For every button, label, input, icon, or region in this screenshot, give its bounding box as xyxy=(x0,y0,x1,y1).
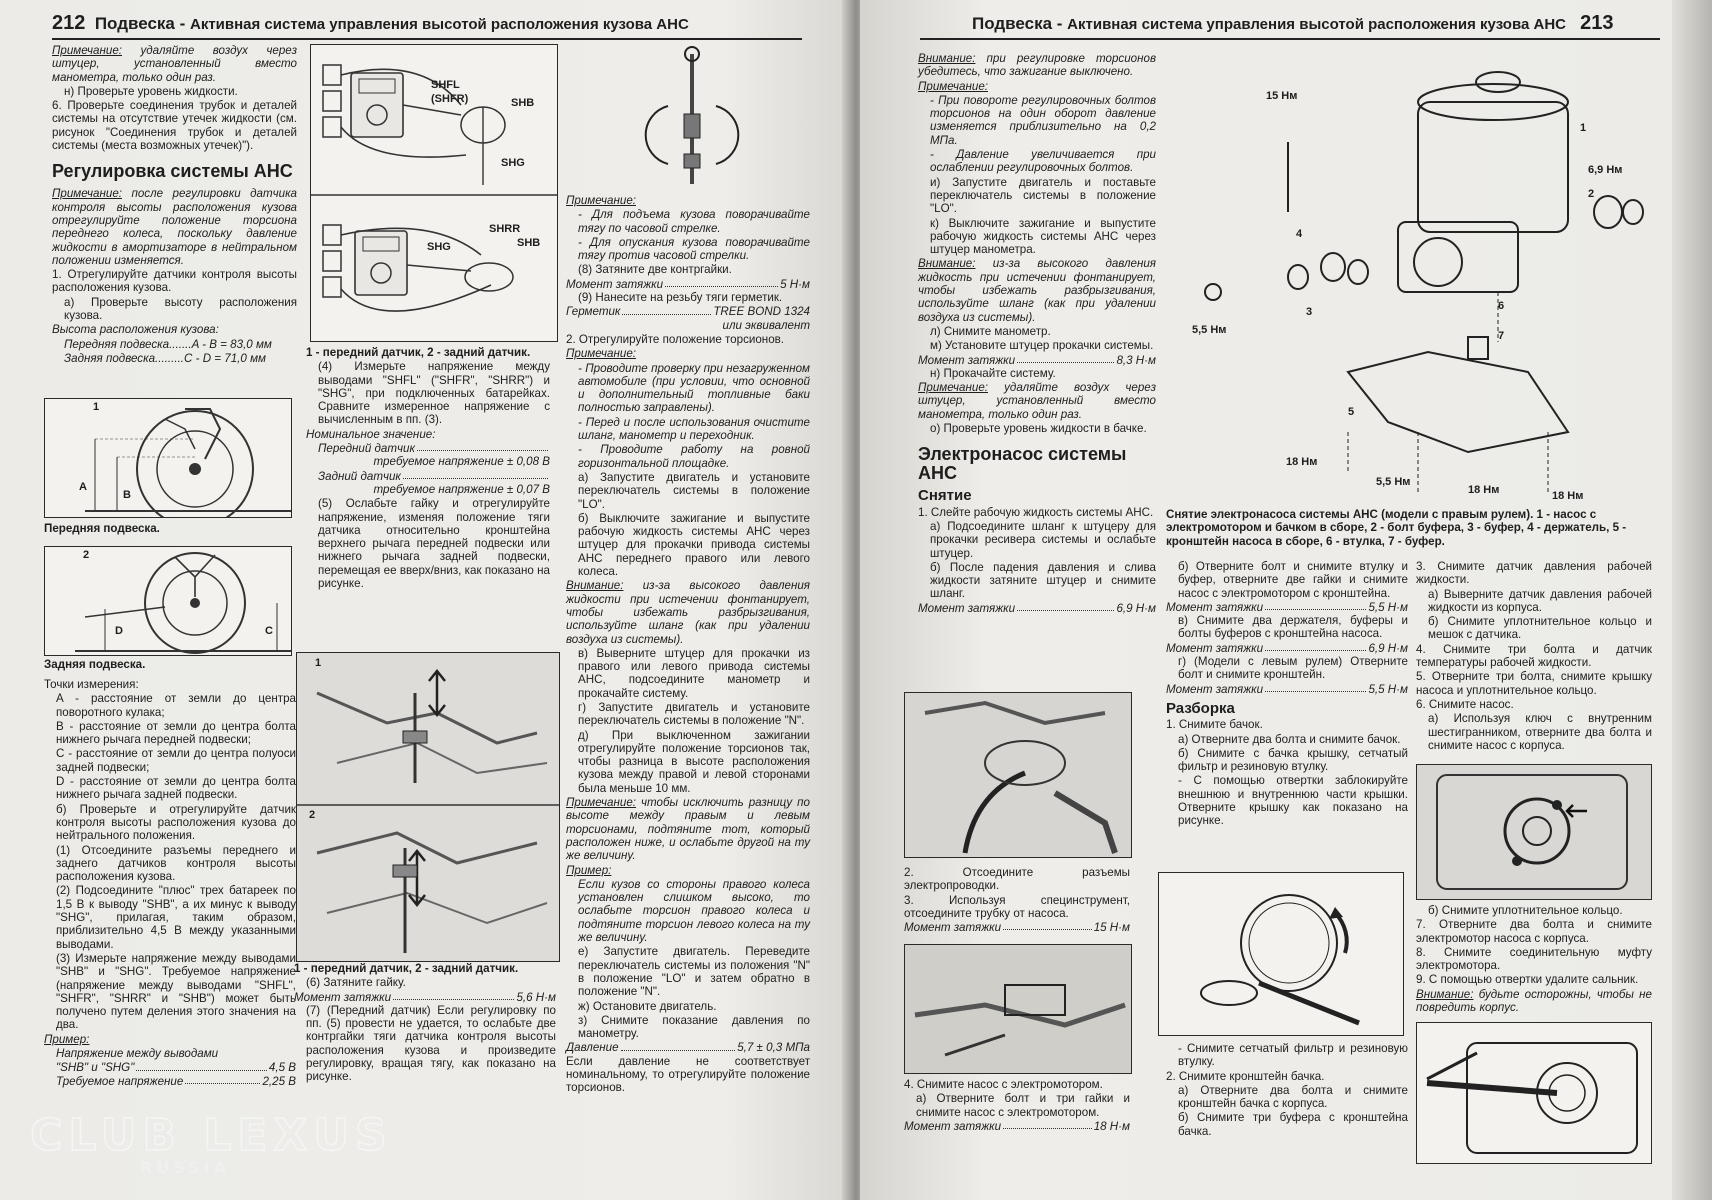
terminal-label: SHB xyxy=(511,97,535,109)
note-text: - Перед и после использования очистите шланг, манометр и переходник. xyxy=(578,415,810,443)
torque-spec xyxy=(918,602,1156,615)
example-text: Напряжение между выводами xyxy=(56,1047,219,1061)
adjustment-photo-figure xyxy=(296,652,560,962)
dimension-label-d: D xyxy=(115,625,123,637)
step-text: а) Отверните два болта и снимите бачок. xyxy=(1178,732,1401,746)
note-text: после регулировки датчика контроля высоты расположения кузова отрегулируйте положение торсиона переднего колеса, поскольку давление жидкости в амортизаторе в нейтральном положении изменяется. xyxy=(52,187,297,267)
part-callout: 2 xyxy=(1588,188,1595,200)
step-text: Если давление не соответствует номинальному, то отрегулируйте положение торсионов. xyxy=(566,1054,810,1095)
step-text: в) Выверните штуцер для прокачки из правого или левого привода системы АНС, подсоедините манометр и прокачайте систему. xyxy=(578,646,810,700)
figure-caption: 1 - передний датчик, 2 - задний датчик. xyxy=(294,962,519,975)
step-text: а) Проверьте высоту расположения кузова. xyxy=(64,295,297,323)
torque-callout: 5,5 Нм xyxy=(1376,476,1411,488)
spec-label: Передний датчик xyxy=(318,442,415,456)
part-callout: 1 xyxy=(1580,122,1587,134)
list-title: Точки измерения: xyxy=(44,678,139,691)
pressure-label: Давление xyxy=(566,1041,619,1055)
right-column-1-bottom xyxy=(904,1078,1130,1133)
warning-text: из-за высокого давления жидкости при истечении фонтанирует, чтобы избежать разбрызгивания, используйте шланг (как при удалении воздуха из системы). xyxy=(566,579,810,646)
torque-label: Момент затяжки xyxy=(1166,600,1264,614)
note-text: - Для опускания кузова поворачивайте тягу против часовой стрелки. xyxy=(578,235,810,263)
step-text: 8. Снимите соединительную муфту электромотора. xyxy=(1416,945,1652,973)
step-text: в) Снимите два держателя, буферы и болты буферов с кронштейна насоса. xyxy=(1178,614,1408,641)
example-value: 4,5 В xyxy=(268,1061,296,1075)
step-text: (1) Отсоедините разъемы переднего и заднего датчиков контроля высоты расположения кузова. xyxy=(56,843,296,884)
section-heading: Электронасос системы АНС xyxy=(918,444,1127,484)
list-item: B - расстояние от земли до центра болта нижнего рычага передней подвески; xyxy=(56,719,296,747)
page-edge xyxy=(1672,0,1712,1200)
torque-label: Момент затяжки xyxy=(918,353,1016,367)
step-text: 2. Отрегулируйте положение торсионов. xyxy=(566,332,785,346)
pump-exploded-drawing xyxy=(1168,52,1664,502)
spec-value: Передняя подвеска.......A - B = 83,0 мм xyxy=(64,337,272,351)
right-column-1-mid xyxy=(904,866,1130,934)
pump-body-photo-drawing xyxy=(1417,765,1651,899)
figure-number: 1 xyxy=(315,657,322,669)
torque-label: Момент затяжки xyxy=(566,277,664,291)
left-column-2-bottom xyxy=(294,962,556,1085)
step-text: 1. Слейте рабочую жидкость системы АНС. xyxy=(918,505,1154,519)
step-text: - С помощью отвертки заблокируйте внешнюю и внутреннюю части крышки. Отверните крышку как показано на рисунке. xyxy=(1178,774,1408,828)
tie-rod-drawing xyxy=(568,44,816,192)
note-label: Примечание: xyxy=(918,381,988,395)
note-text: удаляйте воздух через штуцер, установленный вместо манометра, только один раз. xyxy=(52,44,297,84)
example-label-text: Требуемое напряжение xyxy=(56,1074,184,1088)
step-text: а) Запустите двигатель и установите переключатель системы в положение "LO". xyxy=(578,470,810,511)
front-suspension-figure xyxy=(44,398,292,518)
step-text: 7. Отверните два болта и снимите электромотор насоса с корпуса. xyxy=(1416,918,1652,945)
torque-label: Момент затяжки xyxy=(918,601,1016,615)
step-text: (4) Измерьте напряжение между выводами "SHFL" ("SHFR", "SHRR") и "SHG", при подключенных батарейках. Сравните измеренное напряжение с вычисленным в пп. (3). xyxy=(318,360,550,427)
torque-callout: 6,9 Нм xyxy=(1588,164,1623,176)
step-text: к) Выключите зажигание и выпустите рабочую жидкость системы АНС через штуцер манометра. xyxy=(930,216,1156,257)
torque-value: 5,6 Н·м xyxy=(516,990,556,1004)
left-column-3 xyxy=(566,194,810,1096)
left-column-2 xyxy=(306,346,550,591)
subsection-heading: Разборка xyxy=(1166,699,1235,717)
step-text: 3. Используя специнструмент, отсоедините трубку от насоса. xyxy=(904,893,1130,920)
subsection-heading: Снятие xyxy=(918,487,972,505)
right-column-2-bottom xyxy=(1166,1042,1408,1139)
step-text: а) Отверните два болта и снимите кронштейн бачка с корпуса. xyxy=(1178,1083,1408,1111)
step-text: 6. Проверьте соединения трубок и деталей системы на отсутствие утечек жидкости (см. рисунок "Соединения трубок и деталей системы (места возможных утечек)"). xyxy=(52,99,297,153)
example-value: 2,25 В xyxy=(262,1074,296,1088)
pipe-tool-photo-figure xyxy=(904,944,1132,1074)
step-text: (8) Затяните две контргайки. xyxy=(578,263,732,277)
terminal-label: SHG xyxy=(427,241,451,253)
pressure-value: 5,7 ± 0,3 МПа xyxy=(737,1041,810,1055)
warning-label: Внимание: xyxy=(566,579,624,593)
tie-rod-figure xyxy=(568,44,816,192)
torque-label: Момент затяжки xyxy=(904,921,1002,935)
note-text: чтобы исключить разницу по высоте между правым и левым торсионами, подтяните тот, который расположен ниже, и ослабьте другой на ту же величину. xyxy=(566,796,810,863)
torque-label: Момент затяжки xyxy=(904,1119,1002,1133)
terminal-label: SHG xyxy=(501,157,525,169)
left-column-1 xyxy=(52,44,297,366)
step-text: (9) Нанесите на резьбу тяги герметик. xyxy=(578,291,783,305)
step-text: ж) Остановите двигатель. xyxy=(578,999,717,1013)
step-text: 9. С помощью отвертки удалите сальник. xyxy=(1416,973,1639,987)
warning-text: будьте осторожны, чтобы не повредить корпус. xyxy=(1416,987,1652,1015)
step-text: н) Прокачайте систему. xyxy=(930,366,1056,380)
step-text: б) После падения давления и слива жидкости затяните штуцер и снимите шланг. xyxy=(930,560,1156,601)
step-text: б) Выключите зажигание и выпустите рабочую жидкость системы АНС через штуцер для прокачки привода системы АНС переднего правого или левого колеса. xyxy=(578,511,810,579)
terminal-label: SHB xyxy=(517,237,541,249)
right-column-2 xyxy=(1166,560,1408,829)
torque-callout: 18 Нм xyxy=(1286,456,1318,468)
torque-label: Момент затяжки xyxy=(294,990,392,1004)
connector-photo-figure xyxy=(904,692,1132,858)
step-text: а) Выверните датчик давления рабочей жидкости из корпуса. xyxy=(1428,587,1652,614)
pressure-spec xyxy=(566,1041,810,1054)
step-text: б) Снимите три буфера с кронштейна бачка. xyxy=(1178,1111,1408,1138)
step-text: б) Отверните болт и снимите втулку и буфер, отверните две гайки и снимите насос с электромотором с кронштейна. xyxy=(1178,560,1408,600)
step-text: а) Используя ключ с внутренним шестигранником, отверните два болта и снимите насос с корпуса. xyxy=(1428,712,1652,752)
torque-value: 5,5 Н·м xyxy=(1368,682,1408,696)
step-text: 2. Снимите кронштейн бачка. xyxy=(1166,1069,1325,1083)
connector-photo-drawing xyxy=(905,693,1131,857)
example-label-text: "SHB" и "SHG" xyxy=(56,1061,135,1075)
step-text: а) Отверните болт и три гайки и снимите насос с электромотором. xyxy=(916,1092,1130,1119)
note-text: - Проводите работу на ровной горизонтальной площадке. xyxy=(578,443,810,470)
torque-callout: 18 Нм xyxy=(1468,484,1500,496)
part-callout: 3 xyxy=(1306,306,1313,318)
dimension-label-c: C xyxy=(265,625,273,637)
note-label: Примечание: xyxy=(566,194,636,207)
step-text: (6) Затяните гайку. xyxy=(306,976,406,990)
note-text: - Проводите проверку при незагруженном автомобиле (при условии, что основной и дополнительный топливные баки полностью заправлены). xyxy=(578,361,810,415)
example-required-line xyxy=(44,1075,296,1088)
left-header-rule xyxy=(52,38,802,40)
step-text: л) Снимите манометр. xyxy=(930,324,1051,338)
right-header-title: Подвеска xyxy=(972,14,1053,33)
rear-suspension-figure xyxy=(44,546,292,656)
section-heading: Регулировка системы АНС xyxy=(52,161,293,182)
figure-caption: Передняя подвеска. xyxy=(44,522,160,535)
torque-spec xyxy=(1166,601,1408,614)
torque-spec xyxy=(904,1120,1130,1133)
step-text: е) Запустите двигатель. Переведите переключатель системы из положения "N" в положение "LO" и затем обратно в положение "N". xyxy=(578,945,810,999)
step-text: 3. Снимите датчик давления рабочей жидкости. xyxy=(1416,560,1652,587)
step-text: 5. Отверните три болта, снимите крышку насоса и уплотнительное кольцо. xyxy=(1416,670,1652,697)
spec-value: требуемое напряжение ± 0,08 В xyxy=(373,455,550,469)
torque-spec xyxy=(566,278,810,291)
torque-callout: 15 Нм xyxy=(1266,90,1298,102)
step-text: г) (Модели с левым рулем) Отверните болт и снимите кронштейн. xyxy=(1178,655,1408,682)
left-page-number: 212 xyxy=(52,12,86,34)
sealant-spec xyxy=(566,305,810,318)
example-label: Пример: xyxy=(44,1032,90,1046)
step-text: 2. Отсоедините разъемы электропроводки. xyxy=(904,866,1130,893)
torque-value: 6,9 Н·м xyxy=(1116,601,1156,615)
sensor-wiring-figure xyxy=(310,44,558,342)
warning-label: Внимание: xyxy=(1416,987,1474,1001)
step-text: з) Снимите показание давления по манометру. xyxy=(578,1013,810,1041)
right-header-subtitle: Активная система управления высотой расположения кузова АНС xyxy=(1067,16,1566,33)
step-text: а) Подсоедините шланг к штуцеру для прокачки ресивера системы и ослабьте штуцер. xyxy=(930,519,1156,560)
step-text: - Снимите сетчатый фильтр и резиновую втулку. xyxy=(1178,1042,1408,1069)
step-text: н) Проверьте уровень жидкости. xyxy=(64,84,238,98)
torque-value: 8,3 Н·м xyxy=(1116,353,1156,367)
torque-value: 5 Н·м xyxy=(780,277,810,291)
adjustment-photo-drawing xyxy=(297,653,559,961)
sealant-label: Герметик xyxy=(566,305,621,319)
figure-number: 2 xyxy=(83,549,90,561)
spec-label: Высота расположения кузова: xyxy=(52,323,219,337)
part-callout: 7 xyxy=(1498,330,1505,342)
note-label: Примечание: xyxy=(566,796,636,810)
right-header-rule xyxy=(920,38,1660,40)
dimension-label-b: B xyxy=(123,489,131,501)
note-text: удаляйте воздух через штуцер, установленный вместо манометра, только один раз. xyxy=(918,381,1156,421)
seal-removal-drawing xyxy=(1417,1023,1651,1163)
pump-body-photo-figure xyxy=(1416,764,1652,900)
part-callout: 4 xyxy=(1296,228,1303,240)
sealant-value: или эквивалент xyxy=(722,318,810,332)
spec-value: Задняя подвеска.........C - D = 71,0 мм xyxy=(64,351,266,365)
right-running-header: Подвеска - Активная система управления высотой расположения кузова АНС 213 xyxy=(972,12,1614,34)
example-label: Пример: xyxy=(566,863,612,877)
front-suspension-drawing xyxy=(45,399,291,517)
left-header-title: Подвеска xyxy=(94,14,175,33)
note-text: - При повороте регулировочных болтов торсионов на один оборот давление изменяется приблизительно на 0,2 МПа. xyxy=(930,93,1156,147)
step-text: 4. Снимите три болта и датчик температуры рабочей жидкости. xyxy=(1416,642,1652,670)
torque-spec xyxy=(1166,683,1408,696)
note-label: Примечание: xyxy=(566,347,636,361)
step-text: (2) Подсоедините "плюс" трех батареек по 1,5 В к выводу "SHB", а их минус к выводу "SHG", прилагая, таким образом, приблизительно 4,5 В между указанными выводами. xyxy=(56,884,296,951)
torque-value: 5,5 Н·м xyxy=(1368,600,1408,614)
warning-label: Внимание: xyxy=(918,52,976,65)
figure-number: 2 xyxy=(309,809,316,821)
right-column-1 xyxy=(918,52,1156,615)
note-text: - Давление увеличивается при ослаблении регулировочных болтов. xyxy=(930,148,1156,175)
torque-callout: 18 Нм xyxy=(1552,490,1584,502)
torque-label: Момент затяжки xyxy=(1166,682,1264,696)
note-label: Примечание: xyxy=(918,79,988,93)
rear-suspension-drawing xyxy=(45,547,291,655)
note-label: Примечание: xyxy=(52,187,122,201)
front-sensor-spec xyxy=(306,442,550,455)
sealant-value: TREE BOND 1324 xyxy=(713,305,810,319)
torque-spec xyxy=(294,991,556,1004)
torque-spec xyxy=(904,921,1130,934)
step-text: д) При выключенном зажигании отрегулируйте положение торсионов так, чтобы разница в высоте расположения кузова между правой и левой сторонами была меньше 10 мм. xyxy=(578,728,810,795)
left-column-1-bottom xyxy=(44,678,296,1088)
step-text: б) Снимите уплотнительное кольцо. xyxy=(1428,904,1623,917)
step-text: 1. Снимите бачок. xyxy=(1166,718,1263,732)
figure-caption: 1 - передний датчик, 2 - задний датчик. xyxy=(306,346,531,359)
torque-value: 15 Н·м xyxy=(1093,921,1130,935)
cap-removal-drawing xyxy=(1159,873,1403,1035)
right-page-number: 213 xyxy=(1580,12,1614,34)
warning-label: Внимание: xyxy=(918,257,976,271)
rear-sensor-spec xyxy=(306,470,550,483)
left-running-header: 212 Подвеска - Активная система управления высотой расположения кузова АНС xyxy=(52,12,689,34)
exploded-caption: Снятие электронасоса системы АНС (модели с правым рулем). 1 - насос с электромотором и бачком в сборе, 2 - болт буфера, 3 - буфер, 4 - держатель, 5 - кронштейн насоса в сборе, 6 - втулка, 7 - буфер. xyxy=(1166,508,1627,548)
step-text: и) Запустите двигатель и поставьте переключатель системы в положение "LO". xyxy=(930,175,1156,216)
spec-label: Номинальное значение: xyxy=(306,427,436,441)
note-label: Примечание: xyxy=(52,44,122,57)
terminal-label: SHRR xyxy=(489,223,521,235)
list-item: A - расстояние от земли до центра поворотного кулака; xyxy=(56,692,296,719)
torque-callout: 5,5 Нм xyxy=(1192,324,1227,336)
warning-text: из-за высокого давления жидкость при истечении фонтанирует, чтобы избежать разбрызгивания, используйте шланг (как при удалении воздуха из системы). xyxy=(918,257,1156,324)
right-page xyxy=(860,0,1712,1200)
pipe-tool-photo-drawing xyxy=(905,945,1131,1073)
right-column-3 xyxy=(1416,560,1652,753)
step-text: м) Установите штуцер прокачки системы. xyxy=(930,339,1154,353)
left-header-subtitle: Активная система управления высотой расположения кузова АНС xyxy=(189,16,689,33)
step-text: 6. Снимите насос. xyxy=(1416,697,1514,711)
step-text: о) Проверьте уровень жидкости в бачке. xyxy=(930,422,1147,436)
right-column-3-mid xyxy=(1416,904,1652,1015)
torque-label: Момент затяжки xyxy=(1166,641,1264,655)
list-item: C - расстояние от земли до центра полуоси задней подвески; xyxy=(56,747,296,774)
example-voltage-line xyxy=(44,1061,296,1074)
example-text: Если кузов со стороны правого колеса установлен слишком высоко, то ослабьте торсион правого колеса и подтяните торсион левого колеса на ту же величину. xyxy=(578,877,810,945)
dimension-label-a: A xyxy=(79,481,87,493)
note-text: - Для подъема кузова поворачивайте тягу по часовой стрелке. xyxy=(578,208,810,235)
seal-removal-figure xyxy=(1416,1022,1652,1164)
step-text: (7) (Передний датчик) Если регулировку по пп. (5) провести не удается, то ослабьте две контргайки тяги датчика контроля высоты расположения кузова и произведите регулировку, вращая тягу, как показано на рисунке. xyxy=(306,1003,556,1084)
figure-caption: Задняя подвеска. xyxy=(44,658,146,671)
cap-removal-figure xyxy=(1158,872,1404,1036)
club-lexus-watermark: CLUB LEXUS xyxy=(30,1110,393,1161)
terminal-label: (SHFR) xyxy=(431,93,469,105)
step-text: 1. Отрегулируйте датчики контроля высоты расположения кузова. xyxy=(52,268,297,295)
torque-spec xyxy=(918,354,1156,367)
terminal-label: SHFL xyxy=(431,79,460,91)
spec-label: Задний датчик xyxy=(318,469,401,483)
part-callout: 5 xyxy=(1348,406,1355,418)
club-lexus-watermark-sub: RUSSIA xyxy=(140,1158,230,1177)
spec-value: требуемое напряжение ± 0,07 В xyxy=(373,482,550,496)
step-text: (3) Измерьте напряжение между выводами "SHB" и "SHG". Требуемое напряжение (напряжение между выводами "SHFL", "SHFR", "SHRR" и "SHB") может быть получено путем деления этого значения на два. xyxy=(56,951,296,1032)
step-text: б) Снимите с бачка крышку, сетчатый фильтр и резиновую втулку. xyxy=(1178,746,1408,774)
step-text: 4. Снимите насос с электромотором. xyxy=(904,1078,1103,1091)
torque-spec xyxy=(1166,642,1408,655)
figure-number: 1 xyxy=(93,401,100,413)
torque-value: 6,9 Н·м xyxy=(1368,641,1408,655)
step-text: б) Снимите уплотнительное кольцо и мешок с датчика. xyxy=(1428,615,1652,642)
step-text: (5) Ослабьте гайку и отрегулируйте напряжение, изменяя положение тяги датчика относительно кронштейна верхнего рычага передней подвески или нижнего рычага задней подвески, перемещая ее вверх/вниз, как показано на рисунке. xyxy=(318,497,550,591)
list-item: D - расстояние от земли до центра болта нижнего рычага задней подвески. xyxy=(56,775,296,802)
pump-exploded-diagram xyxy=(1168,52,1664,502)
step-text: г) Запустите двигатель и установите переключатель системы в положение "N". xyxy=(578,700,810,728)
step-text: б) Проверьте и отрегулируйте датчик контроля высоты расположения кузова до нейтрального положения. xyxy=(56,802,296,843)
warning-text: при регулировке торсионов убедитесь, что зажигание выключено. xyxy=(918,52,1156,79)
part-callout: 6 xyxy=(1498,300,1505,312)
torque-value: 18 Н·м xyxy=(1093,1119,1130,1133)
left-page xyxy=(0,0,852,1200)
